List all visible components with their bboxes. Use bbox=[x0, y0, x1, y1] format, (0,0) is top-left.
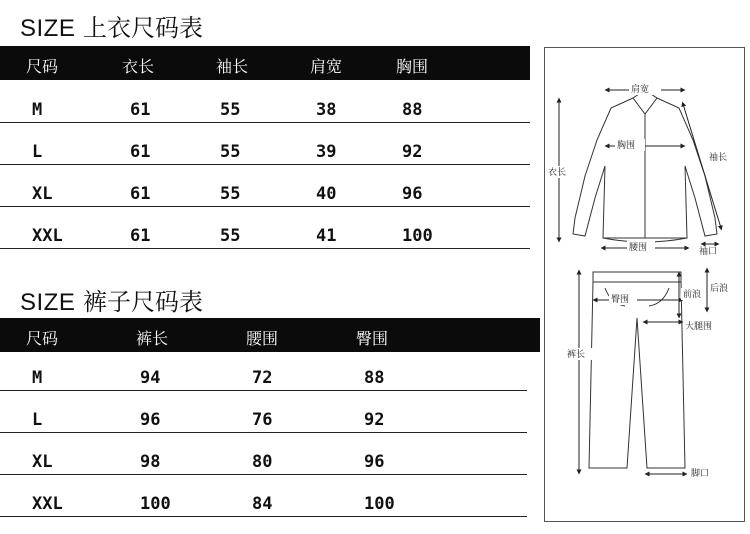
label-shirt-length: 衣长 bbox=[548, 168, 567, 178]
header-sleeve: 袖长 bbox=[216, 57, 249, 76]
shoulder-cell: 39 bbox=[316, 142, 337, 162]
pants-length-cell: 98 bbox=[140, 452, 161, 472]
header-size: 尺码 bbox=[26, 57, 59, 76]
hip-cell: 92 bbox=[364, 410, 385, 430]
table-row bbox=[0, 124, 530, 165]
title-size-word: SIZE bbox=[20, 289, 76, 316]
chest-cell: 92 bbox=[402, 142, 423, 162]
label-leg-opening: 脚口 bbox=[691, 469, 710, 479]
garment-illustration bbox=[545, 48, 744, 521]
waist-cell: 84 bbox=[252, 494, 273, 514]
hip-cell: 88 bbox=[364, 368, 385, 388]
size-cell: XXL bbox=[32, 494, 63, 514]
pants-table-header bbox=[0, 318, 540, 352]
sleeve-measure-line bbox=[683, 104, 721, 228]
header-length: 衣长 bbox=[122, 57, 155, 76]
size-cell: M bbox=[32, 100, 43, 120]
size-cell: M bbox=[32, 368, 43, 388]
label-chest: 胸围 bbox=[617, 141, 636, 151]
label-hem: 腰围 bbox=[629, 243, 648, 253]
table-row bbox=[0, 208, 530, 249]
label-back-rise: 后浪 bbox=[710, 284, 729, 294]
label-thigh: 大腿围 bbox=[685, 322, 713, 332]
chest-cell: 96 bbox=[402, 184, 423, 204]
pants-length-cell: 94 bbox=[140, 368, 161, 388]
size-cell: XL bbox=[32, 184, 53, 204]
size-cell: XXL bbox=[32, 226, 63, 246]
size-cell: XL bbox=[32, 452, 53, 472]
hip-cell: 96 bbox=[364, 452, 385, 472]
sleeve-cell: 55 bbox=[220, 184, 241, 204]
header-hip: 臀围 bbox=[356, 329, 389, 348]
length-cell: 61 bbox=[130, 184, 151, 204]
table-row bbox=[0, 434, 527, 475]
sleeve-cell: 55 bbox=[220, 100, 241, 120]
waist-cell: 76 bbox=[252, 410, 273, 430]
label-hip: 臀围 bbox=[611, 295, 630, 305]
shoulder-cell: 40 bbox=[316, 184, 337, 204]
table-row bbox=[0, 82, 530, 123]
shoulder-cell: 38 bbox=[316, 100, 337, 120]
header-size: 尺码 bbox=[26, 329, 59, 348]
chest-cell: 88 bbox=[402, 100, 423, 120]
label-cuff: 袖口 bbox=[699, 247, 718, 257]
label-sleeve: 袖长 bbox=[709, 153, 728, 163]
pants-length-cell: 100 bbox=[140, 494, 171, 514]
waist-cell: 72 bbox=[252, 368, 273, 388]
size-cell: L bbox=[32, 142, 43, 162]
shirt-size-title bbox=[20, 8, 203, 43]
measurement-diagram bbox=[544, 47, 745, 522]
header-chest: 胸围 bbox=[396, 57, 429, 76]
shirt-table-header bbox=[0, 46, 530, 80]
pants-size-title bbox=[20, 282, 203, 317]
table-row bbox=[0, 476, 527, 517]
header-pants-length: 裤长 bbox=[136, 329, 169, 348]
header-shoulder: 肩宽 bbox=[310, 57, 343, 76]
title-chinese: 裤子尺码表 bbox=[82, 288, 203, 316]
shoulder-cell: 41 bbox=[316, 226, 337, 246]
sleeve-cell: 55 bbox=[220, 226, 241, 246]
label-front-rise: 前浪 bbox=[683, 290, 702, 300]
sleeve-cell: 55 bbox=[220, 142, 241, 162]
table-row bbox=[0, 392, 527, 433]
size-cell: L bbox=[32, 410, 43, 430]
chest-cell: 100 bbox=[402, 226, 433, 246]
length-cell: 61 bbox=[130, 142, 151, 162]
label-pants-length: 裤长 bbox=[567, 350, 586, 360]
pants-length-cell: 96 bbox=[140, 410, 161, 430]
length-cell: 61 bbox=[130, 226, 151, 246]
length-cell: 61 bbox=[130, 100, 151, 120]
shirt-outline-icon bbox=[573, 90, 717, 242]
label-shoulder: 肩宽 bbox=[631, 85, 650, 95]
hip-cell: 100 bbox=[364, 494, 395, 514]
title-size-word: SIZE bbox=[20, 15, 76, 42]
header-waist: 腰围 bbox=[246, 329, 279, 348]
waist-cell: 80 bbox=[252, 452, 273, 472]
table-row bbox=[0, 350, 527, 391]
title-chinese: 上衣尺码表 bbox=[82, 14, 203, 42]
table-row bbox=[0, 166, 530, 207]
